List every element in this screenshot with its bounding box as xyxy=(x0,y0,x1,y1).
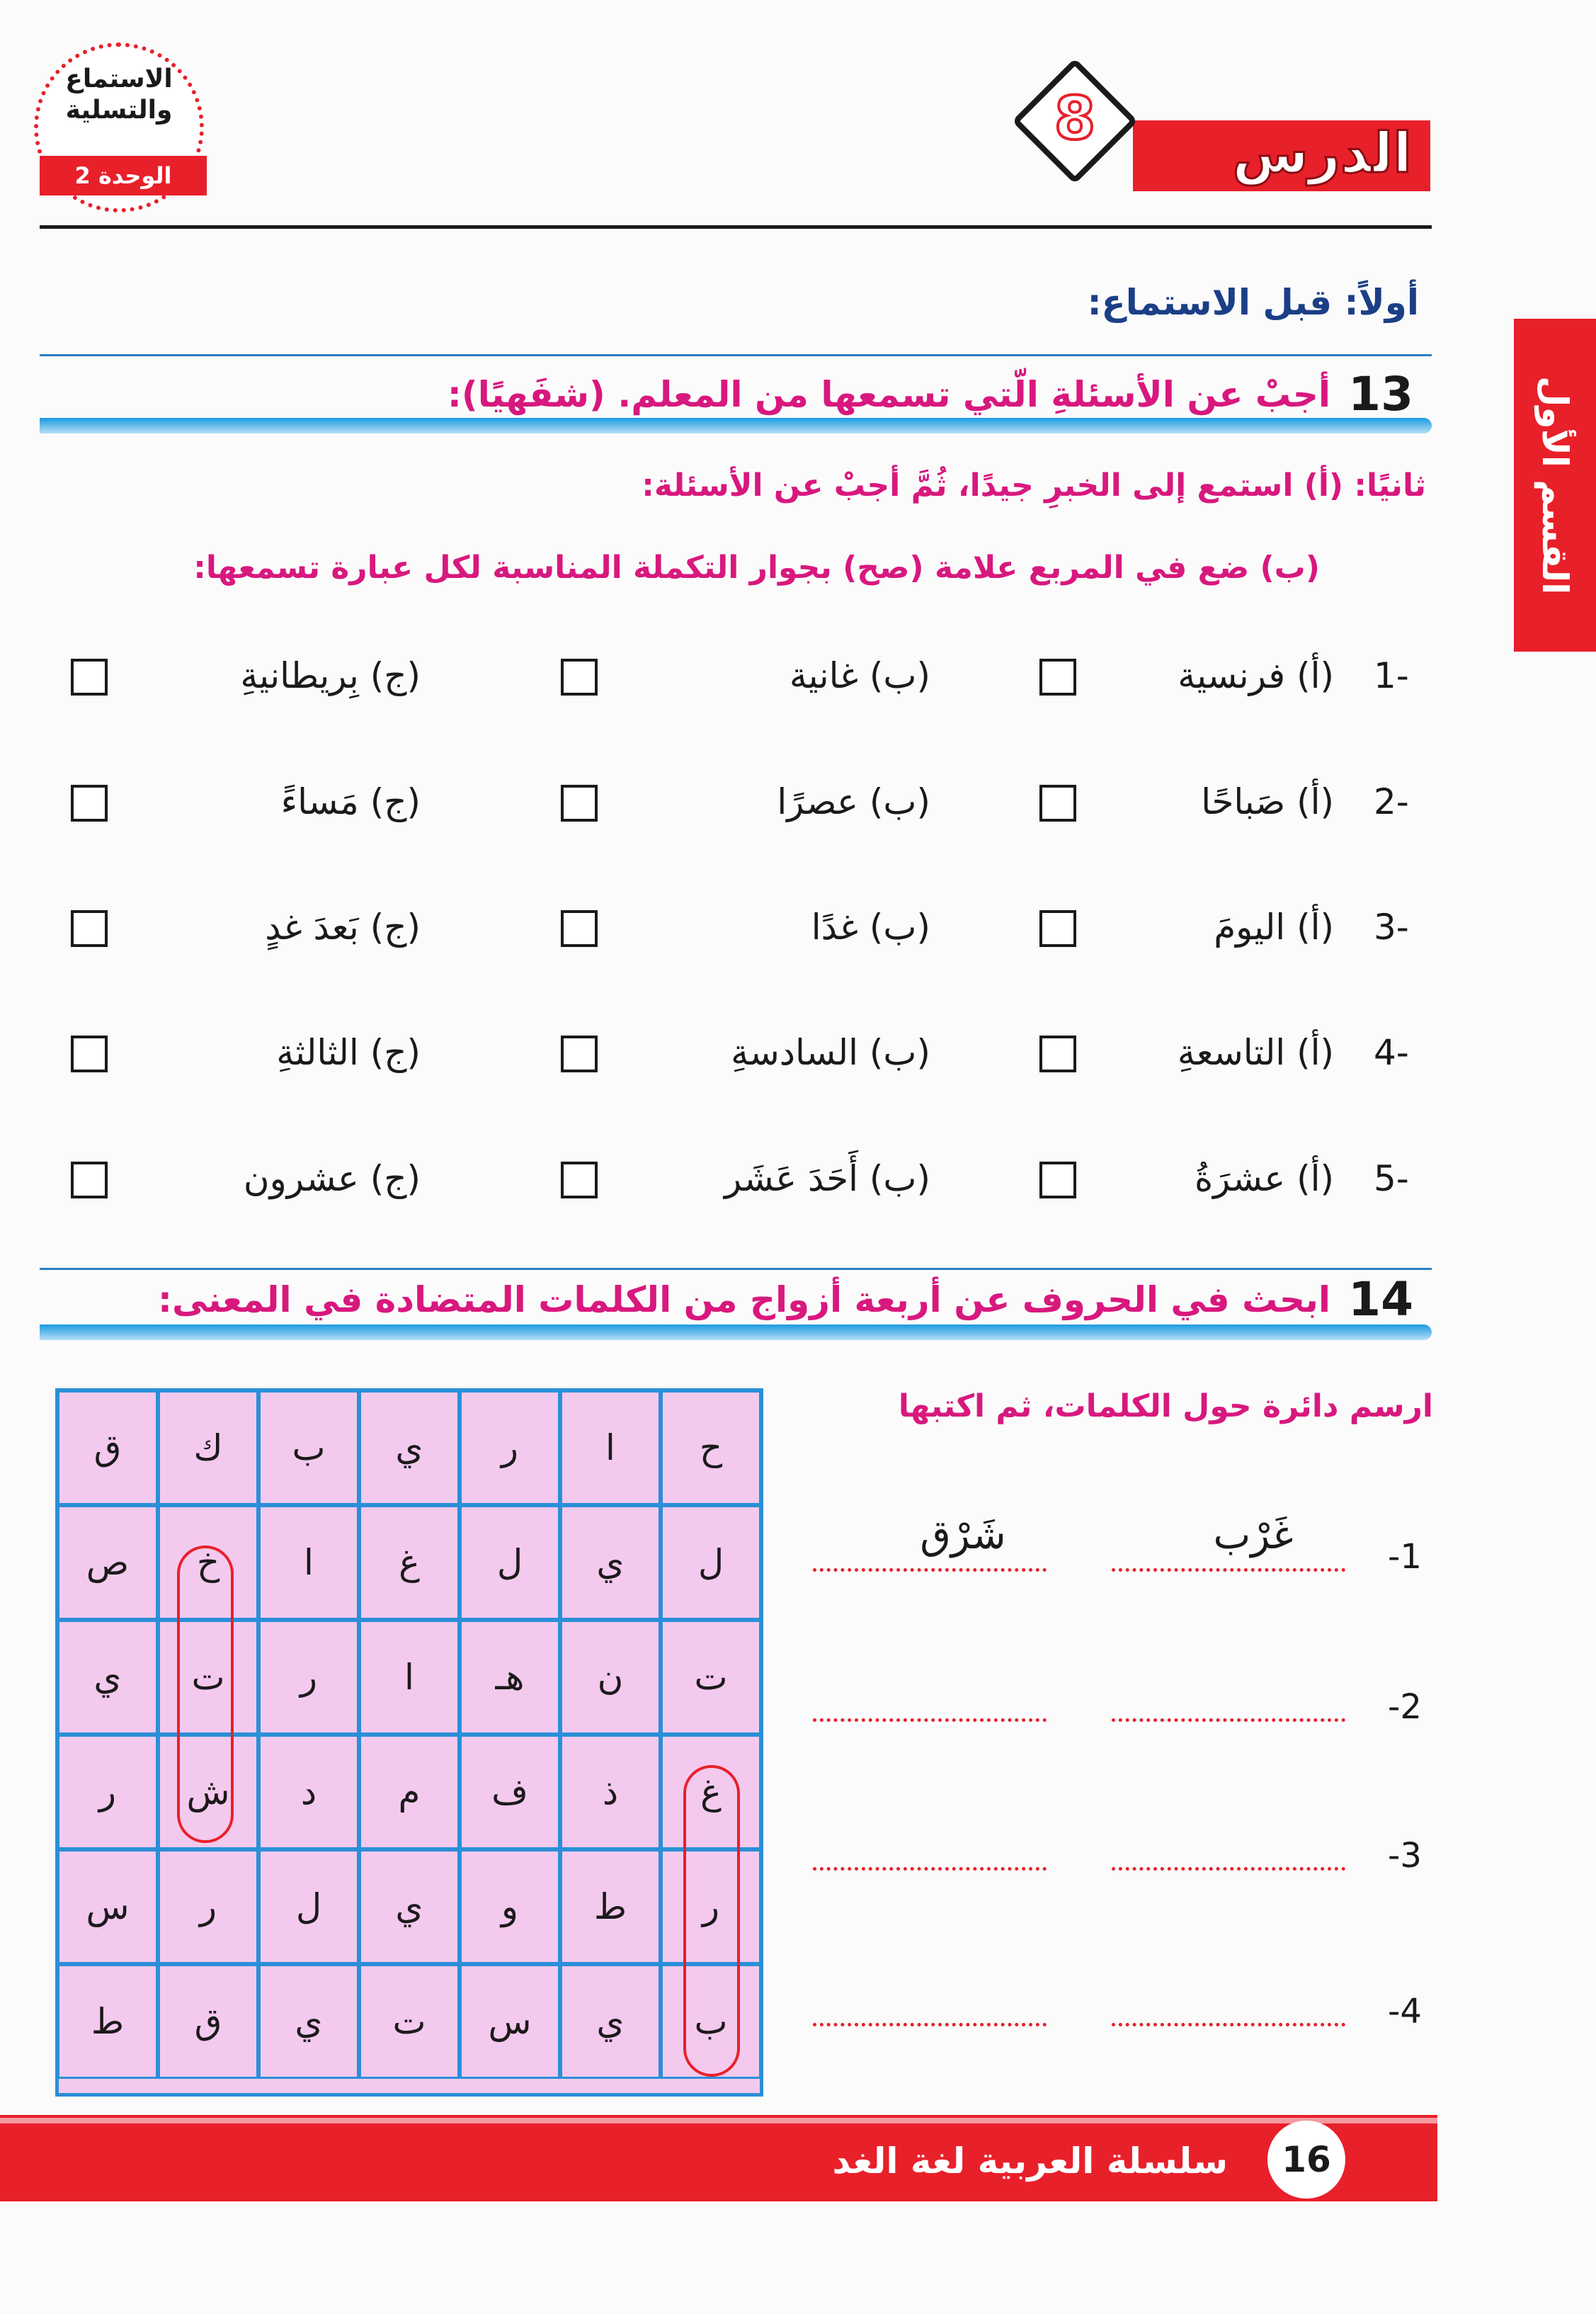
question-number: 1- xyxy=(1374,655,1409,696)
answer-line[interactable] xyxy=(1112,1567,1345,1572)
lesson-title: الدرس xyxy=(1232,122,1412,186)
grid-cell[interactable]: ر xyxy=(57,1735,158,1849)
grid-cell[interactable]: ر xyxy=(258,1620,359,1735)
grid-cell[interactable]: ب xyxy=(661,1964,761,2079)
checkbox-q3-a[interactable] xyxy=(1039,910,1076,947)
section-divider xyxy=(40,354,1432,356)
grid-cell[interactable]: ر xyxy=(460,1390,560,1505)
circled-word-highlight xyxy=(683,1765,740,2077)
question-number: 5- xyxy=(1374,1158,1409,1199)
answer-number: -4 xyxy=(1388,1992,1422,2031)
grid-cell[interactable]: ا xyxy=(258,1505,359,1620)
grid-cell[interactable]: ت xyxy=(661,1620,761,1735)
exercise-13-text: أجبْ عن الأسئلةِ الّتي تسمعها من المعلم. (شفَهيًا): xyxy=(447,374,1330,415)
grid-cell[interactable]: ت xyxy=(158,1620,258,1735)
answer-number: -1 xyxy=(1388,1537,1422,1577)
option-a: (أ) اليومَ xyxy=(1214,907,1334,948)
grid-cell[interactable]: ي xyxy=(359,1849,460,1964)
grid-cell[interactable]: ر xyxy=(661,1849,761,1964)
grid-cell[interactable]: س xyxy=(460,1964,560,2079)
grid-cell[interactable]: س xyxy=(57,1849,158,1964)
section-divider xyxy=(40,1268,1432,1270)
grid-cell[interactable]: ن xyxy=(560,1620,661,1735)
grid-cell[interactable]: هـ xyxy=(460,1620,560,1735)
grid-cell[interactable]: ي xyxy=(560,1964,661,2079)
footer-stripe xyxy=(0,2118,1437,2123)
series-title: سلسلة العربية لغة الغد xyxy=(832,2140,1228,2182)
option-c: (ج) عشرون xyxy=(243,1158,421,1199)
checkbox-q5-a[interactable] xyxy=(1039,1162,1076,1198)
grid-cell[interactable]: ص xyxy=(57,1505,158,1620)
exercise-14-text: ابحث في الحروف عن أربعة أزواج من الكلمات المتضادة في المعنى: xyxy=(158,1279,1330,1320)
option-b: (ب) السادسةِ xyxy=(731,1032,930,1073)
unit-topic-line2: والتسلية xyxy=(65,96,173,125)
grid-cell[interactable]: ق xyxy=(57,1390,158,1505)
answer-number: -3 xyxy=(1388,1836,1422,1876)
grid-cell[interactable]: د xyxy=(258,1735,359,1849)
checkbox-q1-a[interactable] xyxy=(1039,659,1076,696)
answer-word: شَرْق xyxy=(920,1512,1006,1558)
pre-listening-heading: أولاً: قبل الاستماع: xyxy=(1087,282,1419,323)
exercise-14-number: 14 xyxy=(1348,1272,1413,1327)
option-a: (أ) التاسعةِ xyxy=(1177,1032,1334,1073)
exercise-13-number: 13 xyxy=(1348,367,1413,421)
checkbox-q5-b[interactable] xyxy=(561,1162,598,1198)
grid-cell[interactable]: ح xyxy=(661,1390,761,1505)
unit-topic xyxy=(42,64,195,126)
answer-line[interactable] xyxy=(1112,1717,1345,1722)
grid-cell[interactable]: م xyxy=(359,1735,460,1849)
grid-cell[interactable]: غ xyxy=(661,1735,761,1849)
grid-cell[interactable]: ا xyxy=(560,1390,661,1505)
option-c: (ج) مَساءً xyxy=(280,781,421,822)
checkbox-q2-b[interactable] xyxy=(561,785,598,822)
grid-cell[interactable]: ش xyxy=(158,1735,258,1849)
answer-word: غَرْب xyxy=(1213,1512,1294,1558)
unit-topic-line1: الاستماع xyxy=(65,64,173,93)
answer-line[interactable] xyxy=(1112,2021,1345,2026)
grid-cell[interactable]: ل xyxy=(661,1505,761,1620)
grid-cell[interactable]: ي xyxy=(57,1620,158,1735)
section-second-instruction: (ب) ضع في المربع علامة (صح) بجوار التكملة المناسبة لكل عبارة تسمعها: xyxy=(193,550,1320,586)
question-number: 3- xyxy=(1374,907,1409,948)
option-c: (ج) بَعدَ غدٍ xyxy=(265,907,421,948)
option-c: (ج) الثالثةِ xyxy=(276,1032,421,1073)
checkbox-q5-c[interactable] xyxy=(71,1162,108,1198)
grid-cell[interactable]: غ xyxy=(359,1505,460,1620)
checkbox-q1-b[interactable] xyxy=(561,659,598,696)
answer-line[interactable] xyxy=(813,1717,1047,1722)
grid-cell[interactable]: و xyxy=(460,1849,560,1964)
grid-cell[interactable]: ط xyxy=(560,1849,661,1964)
answer-number: -2 xyxy=(1388,1687,1422,1727)
checkbox-q3-c[interactable] xyxy=(71,910,108,947)
option-a: (أ) صَباحًا xyxy=(1201,781,1334,822)
option-b: (ب) أَحَدَ عَشَر xyxy=(724,1158,930,1199)
grid-cell[interactable]: ي xyxy=(258,1964,359,2079)
circled-word-highlight xyxy=(177,1545,234,1843)
grid-cell[interactable]: ل xyxy=(258,1849,359,1964)
option-b: (ب) غانية xyxy=(789,655,930,696)
option-c: (ج) بِريطانيةِ xyxy=(240,655,421,696)
option-a: (أ) فرنسية xyxy=(1178,655,1334,696)
grid-cell[interactable]: ف xyxy=(460,1735,560,1849)
grid-cell[interactable]: ذ xyxy=(560,1735,661,1849)
option-b: (ب) غدًا xyxy=(811,907,930,948)
grid-cell[interactable]: ك xyxy=(158,1390,258,1505)
answer-line[interactable] xyxy=(1112,1866,1345,1871)
grid-cell[interactable]: ي xyxy=(359,1390,460,1505)
header-divider xyxy=(40,225,1432,229)
grid-cell[interactable]: ا xyxy=(359,1620,460,1735)
checkbox-q4-b[interactable] xyxy=(561,1036,598,1072)
grid-cell[interactable]: ط xyxy=(57,1964,158,2079)
page-number: 16 xyxy=(1282,2139,1331,2180)
section-second-heading: ثانيًا: (أ) استمع إلى الخبرِ جيدًا، ثُمَّ أجبْ عن الأسئلة: xyxy=(642,467,1426,504)
grid-cell[interactable]: ت xyxy=(359,1964,460,2079)
question-number: 4- xyxy=(1374,1032,1409,1073)
option-a: (أ) عشرَةُ xyxy=(1194,1158,1334,1199)
side-tab-label: القسم الأول xyxy=(1534,375,1575,595)
grid-cell[interactable]: ي xyxy=(560,1505,661,1620)
checkbox-q1-c[interactable] xyxy=(71,659,108,696)
grid-cell[interactable]: ر xyxy=(158,1849,258,1964)
grid-cell[interactable]: ل xyxy=(460,1505,560,1620)
grid-cell[interactable]: ق xyxy=(158,1964,258,2079)
checkbox-q3-b[interactable] xyxy=(561,910,598,947)
question-number: 2- xyxy=(1374,781,1409,822)
exercise-13-band xyxy=(40,418,1432,433)
answer-line[interactable] xyxy=(813,1866,1047,1871)
grid-cell[interactable]: خ xyxy=(158,1505,258,1620)
answer-line[interactable] xyxy=(813,1567,1047,1572)
lesson-number: 8 xyxy=(1054,84,1096,153)
letter-grid xyxy=(55,1388,763,2097)
unit-label: الوحدة 2 xyxy=(40,156,207,195)
checkbox-q4-a[interactable] xyxy=(1039,1036,1076,1072)
checkbox-q2-c[interactable] xyxy=(71,785,108,822)
checkbox-q2-a[interactable] xyxy=(1039,785,1076,822)
checkbox-q4-c[interactable] xyxy=(71,1036,108,1072)
option-b: (ب) عصرًا xyxy=(777,781,930,822)
grid-cell[interactable]: ب xyxy=(258,1390,359,1505)
exercise-14-instruction: ارسم دائرة حول الكلمات، ثم اكتبها xyxy=(898,1388,1433,1424)
exercise-14-band xyxy=(40,1325,1432,1340)
answer-line[interactable] xyxy=(813,2021,1047,2026)
